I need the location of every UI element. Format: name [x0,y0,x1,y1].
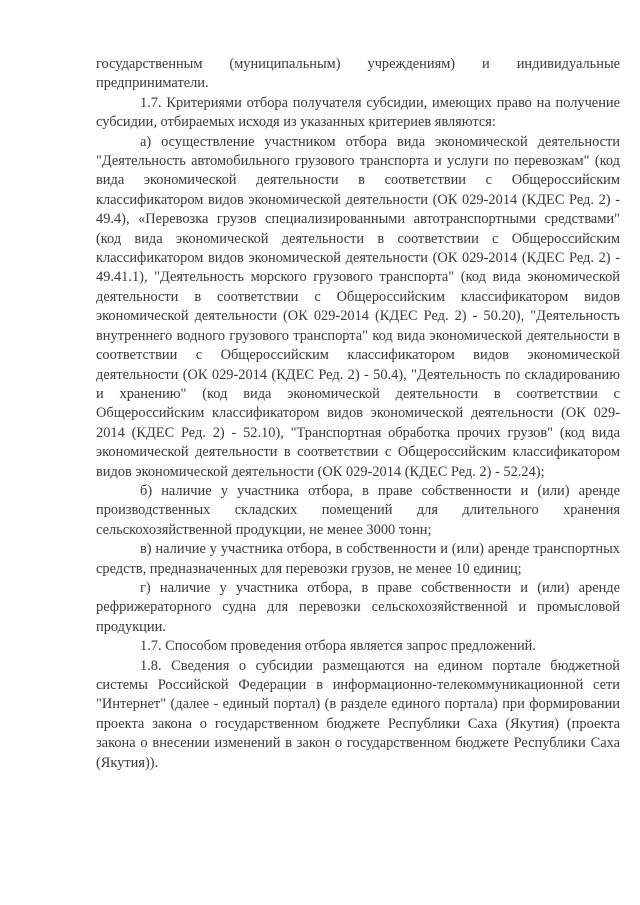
paragraph-criterion-v: в) наличие у участника отбора, в собственности и (или) аренде транспортных средств, предназначенных для перевозки грузов, не менее 10 единиц; [96,541,620,577]
paragraph-1-8-publication: 1.8. Сведения о субсидии размещаются на едином портале бюджетной системы Российской Федерации в информационно-телекоммуникационной сети "Интернет" (далее - единый портал) (в разделе единого портала) при формировании проекта закона о государственном бюджете Республики Саха (Якутия) (проекта закона о внесении изменений в закон о государственном бюджете Республики Саха (Якутия)). [96,657,620,771]
document-body [96,55,620,773]
paragraph-criterion-b: б) наличие у участника отбора, в праве собственности и (или) аренде производственных складских помещений для длительного хранения сельскохозяйственной продукции, не менее 3000 тонн; [96,482,620,538]
paragraph-recipients-continuation: государственным (муниципальным) учреждениям) и индивидуальные предприниматели. [96,56,620,92]
paragraph-1-7-selection-method: 1.7. Способом проведения отбора является запрос предложений. [140,638,536,655]
paragraph-criterion-g: г) наличие у участника отбора, в праве собственности и (или) аренде рефрижераторного судна для перевозки сельскохозяйственной и промысловой продукции. [96,579,620,635]
paragraph-criterion-a: а) осуществление участником отбора вида экономической деятельности "Деятельность автомобильного грузового транспорта и услуги по перевозкам" (код вида экономической деятельности в соответствии с Общероссийским классификатором видов экономической деятельности (ОК 029-2014 (КДЕС Ред. 2) - 49.4), «Перевозка грузов специализированными автотранспортными средствами" (код вида экономической деятельности в соответствии с Общероссийским классификатором видов экономической деятельности (ОК 029-2014 (КДЕС Ред. 2) - 49.41.1), "Деятельность морского грузового транспорта" (код вида экономической деятельности в соответствии с Общероссийским классификатором видов экономической деятельности (ОК 029-2014 (КДЕС Ред. 2) - 50.20), "Деятельность внутреннего водного грузового транспорта" код вида экономической деятельности в соответствии с Общероссийским классификатором видов экономической деятельности (ОК 029-2014 (КДЕС Ред. 2) - 50.4), "Деятельность по складированию и хранению" (код вида экономической деятельности в соответствии с Общероссийским классификатором видов экономической деятельности (ОК 029-2014 (КДЕС Ред. 2) - 52.10), "Транспортная обработка прочих грузов" (код вида экономической деятельности в соответствии с Общероссийским классификатором видов экономической деятельности (ОК 029-2014 (КДЕС Ред. 2) - 52.24); [96,133,620,480]
paragraph-1-7-criteria: 1.7. Критериями отбора получателя субсидии, имеющих право на получение субсидии, отбираемых исходя из указанных критериев являются: [96,94,620,131]
